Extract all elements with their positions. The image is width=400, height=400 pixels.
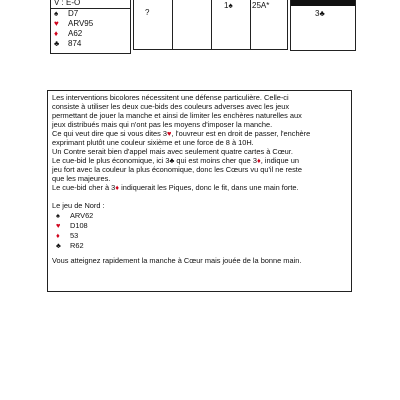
paragraph-line: que les majeures. [52,174,111,183]
text-run: qui est moins cher que 3 [174,156,257,165]
hand-line-clubs [54,39,81,49]
club-icon: ♣ [319,9,325,18]
paragraph-line: jeux distribués mais qui n'ont pas les moyens d'imposer la manche. [52,120,273,129]
spade-icon: ♠ [56,211,60,220]
diamond-icon: ♦ [256,156,261,165]
bid-cell-2: 25A* [252,1,270,10]
hand-cards: 874 [68,39,82,48]
hand-line-diamonds [54,29,82,39]
paragraph-line: Un Contre serait bien d'appel mais avec seulement quatre cartes à Cœur. [52,147,293,156]
text-run: , l'ouvreur est en droit de passer, l'enchère [171,129,311,138]
club-icon: ♣ [54,39,60,48]
text-run: Le cue-bid le plus économique, ici 3 [52,156,170,165]
hand-cards: A62 [68,29,83,38]
bid-level: 1 [224,1,229,10]
paragraph-line: jeu fort avec la couleur la plus économique, donc les Cœurs vu qu'il ne reste [52,165,302,174]
paragraph-line: permettant de jouer la manche et ainsi de limiter les enchères naturelles aux [52,111,302,120]
hand-line-spades [54,9,78,19]
north-hand-hearts [56,222,352,231]
north-hand-spades [56,212,352,221]
hand-cards: ARV95 [68,19,94,28]
bid-col-divider [211,0,212,49]
diamond-icon: ♦ [54,29,59,38]
north-hand-title: Le jeu de Nord : [52,201,105,210]
hand-cards: 53 [70,231,79,240]
heart-icon: ♥ [54,19,59,28]
north-hand-diamonds [56,232,352,241]
bid-cell-1 [224,1,233,11]
paragraph-line [52,184,348,193]
heart-icon: ♥ [56,221,61,230]
paragraph-line: Les interventions bicolores nécessitent une défense particulière. Celle-ci [52,93,289,102]
conclusion-line: Vous atteignez rapidement la manche à Cœur mais jouée de la bonne main. [52,256,302,265]
vulnerability-label: V : E-O [51,0,130,9]
hand-cards: ARV62 [70,211,94,220]
paragraph-line: consiste à utiliser les deux cue-bids des couleurs adverses avec les jeux [52,102,290,111]
club-icon: ♠ [228,1,233,10]
diamond-icon: ♦ [115,183,120,192]
south-hand-box [50,0,131,54]
answer-box-header [291,0,355,6]
answer-bid [315,9,325,19]
bid-col-divider [172,0,173,49]
hand-cards: R62 [70,241,84,250]
text-run: Le cue-bid cher à 3 [52,183,116,192]
paragraph-line: exprimant plutôt une couleur sixième et une force de 8 à 10H. [52,138,254,147]
heart-icon: ♥ [167,129,172,138]
bid-cell-question: ? [145,8,150,17]
text-run: indiquerait les Piques, donc le fit, dans une main forte. [119,183,299,192]
north-hand-clubs [56,242,352,251]
answer-box [290,0,356,51]
text-run: , indique un [260,156,299,165]
bid-col-divider [250,0,251,49]
hand-cards: D7 [68,9,79,18]
hand-line-hearts [54,19,93,29]
answer-level: 3 [315,9,320,18]
diamond-icon: ♦ [56,231,60,240]
hand-cards: D108 [70,221,88,230]
club-icon: ♣ [169,156,175,165]
spade-icon: ♠ [54,9,59,18]
club-icon: ♣ [56,241,61,250]
text-run: Ce qui veut dire que si vous dites 3 [52,129,168,138]
bidding-table [133,0,288,50]
